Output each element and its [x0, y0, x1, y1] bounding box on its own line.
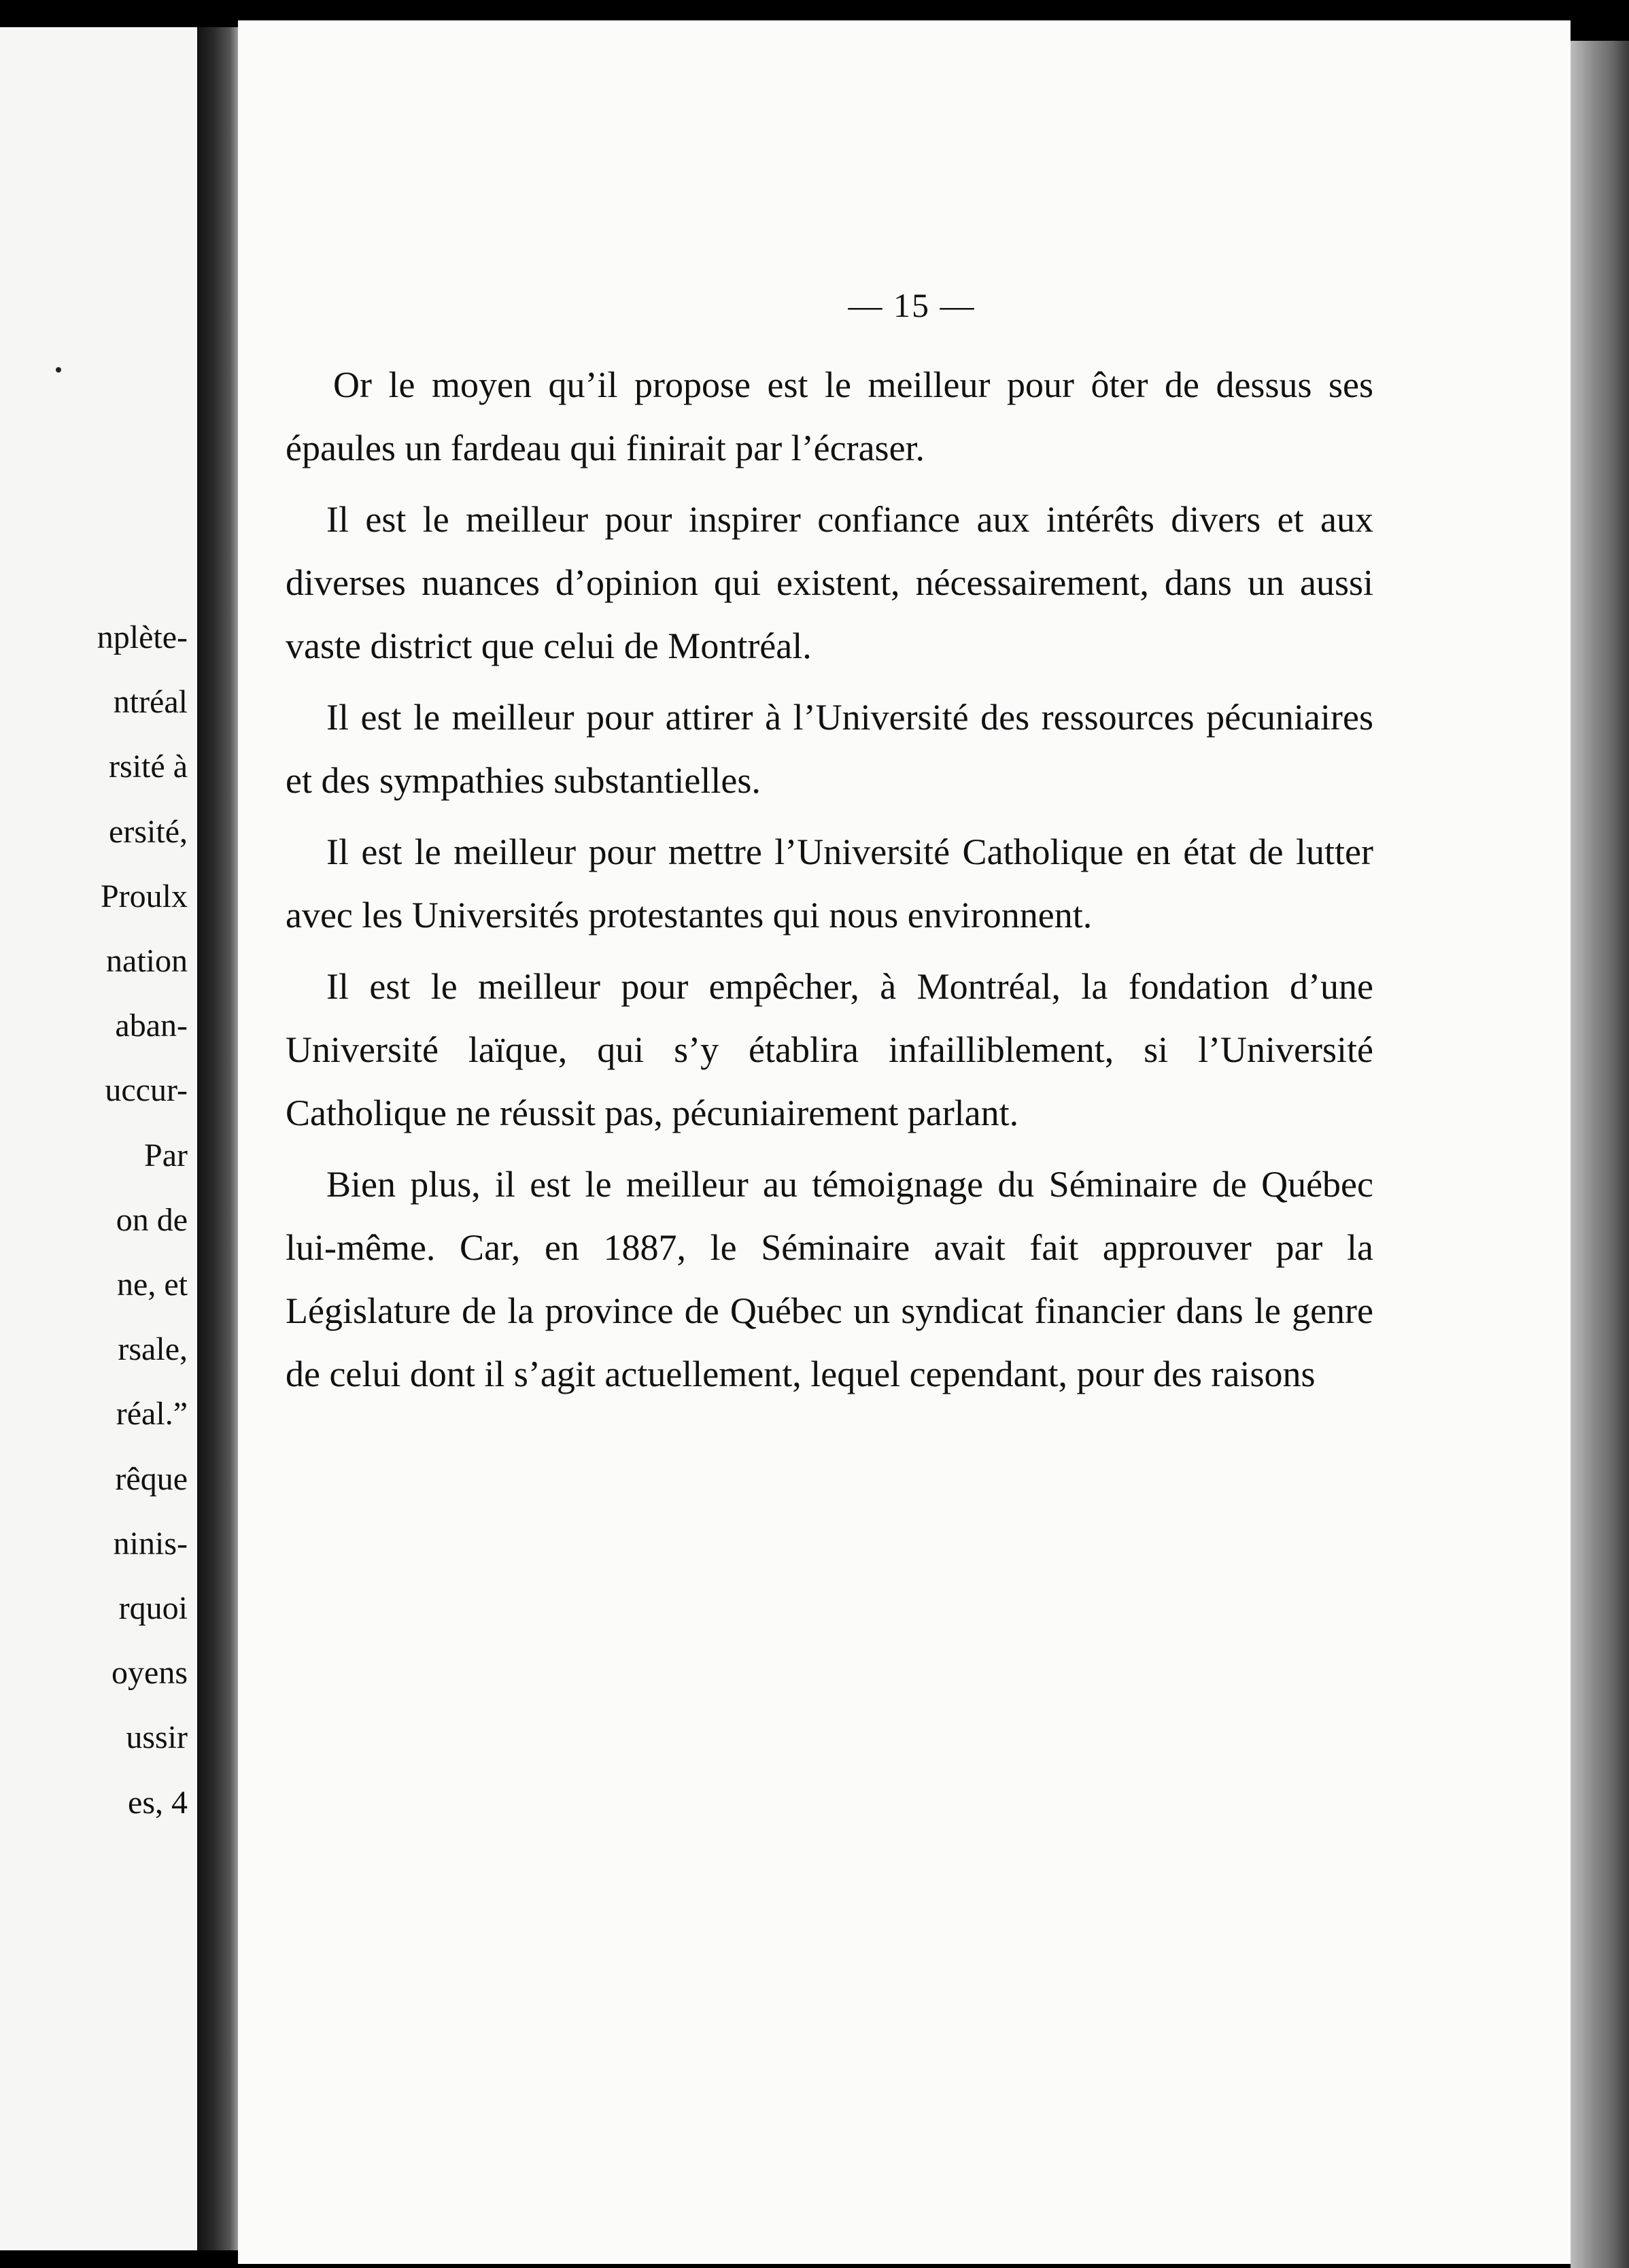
facing-line: rquoi	[118, 1590, 188, 1627]
facing-line: ersité,	[109, 813, 188, 850]
facing-line: aban-	[115, 1008, 188, 1044]
facing-line: oyens	[112, 1655, 188, 1691]
page-edge-shadow	[1571, 41, 1629, 2268]
book-gutter	[197, 27, 238, 2250]
book-page	[238, 20, 1571, 2264]
facing-line: nation	[106, 943, 188, 980]
facing-line: Proulx	[100, 878, 188, 914]
facing-line: ninis-	[113, 1525, 188, 1562]
paragraph: Il est le meilleur pour empêcher, à Montréal, la fondation d’une Université laïque, qui s’y établira infailliblement, si l’Université Catholique ne réussit pas, pécuniairement parlant.	[286, 966, 1373, 1133]
paragraph: Il est le meilleur pour attirer à l’Université des ressources pécuniaires et des sympathies substantielles.	[286, 697, 1373, 801]
facing-line: rsité à	[109, 749, 188, 785]
facing-page-text	[97, 605, 188, 1835]
facing-line: on de	[116, 1201, 188, 1238]
paragraph: Il est le meilleur pour mettre l’Université Catholique en état de lutter avec les Universités protestantes qui nous environnent.	[286, 831, 1373, 935]
facing-line: es, 4	[128, 1784, 188, 1821]
facing-line: ussir	[126, 1719, 188, 1756]
ink-speck	[56, 367, 61, 373]
facing-line: rsale,	[118, 1331, 188, 1368]
paragraph: Bien plus, il est le meilleur au témoignage du Séminaire de Québec lui-même. Car, en 1887, le Séminaire avait fait approuver par la Législature de la province de Québec un syndicat financier dans le genre de celui dont il s’agit actuellement, lequel cependant, pour des raisons	[286, 1164, 1373, 1394]
facing-line: nplète-	[97, 619, 188, 655]
page-number: — 15 —	[848, 286, 976, 324]
paragraph: Il est le meilleur pour inspirer confiance aux intérêts divers et aux diverses nuances d’opinion qui existent, nécessairement, dans un aussi vaste district que celui de Montréal.	[286, 499, 1373, 666]
facing-line: ne, et	[117, 1267, 188, 1303]
facing-line: ntréal	[113, 684, 188, 721]
page-body	[286, 354, 1373, 1414]
facing-line: rêque	[115, 1460, 188, 1497]
facing-page	[0, 27, 197, 2250]
paragraph: Or le moyen qu’il propose est le meilleur pour ôter de dessus ses épaules un fardeau qui finirait par l’écraser.	[286, 364, 1373, 468]
facing-line: Par	[144, 1137, 188, 1173]
facing-line: réal.”	[116, 1396, 188, 1432]
facing-line: uccur-	[105, 1072, 188, 1109]
